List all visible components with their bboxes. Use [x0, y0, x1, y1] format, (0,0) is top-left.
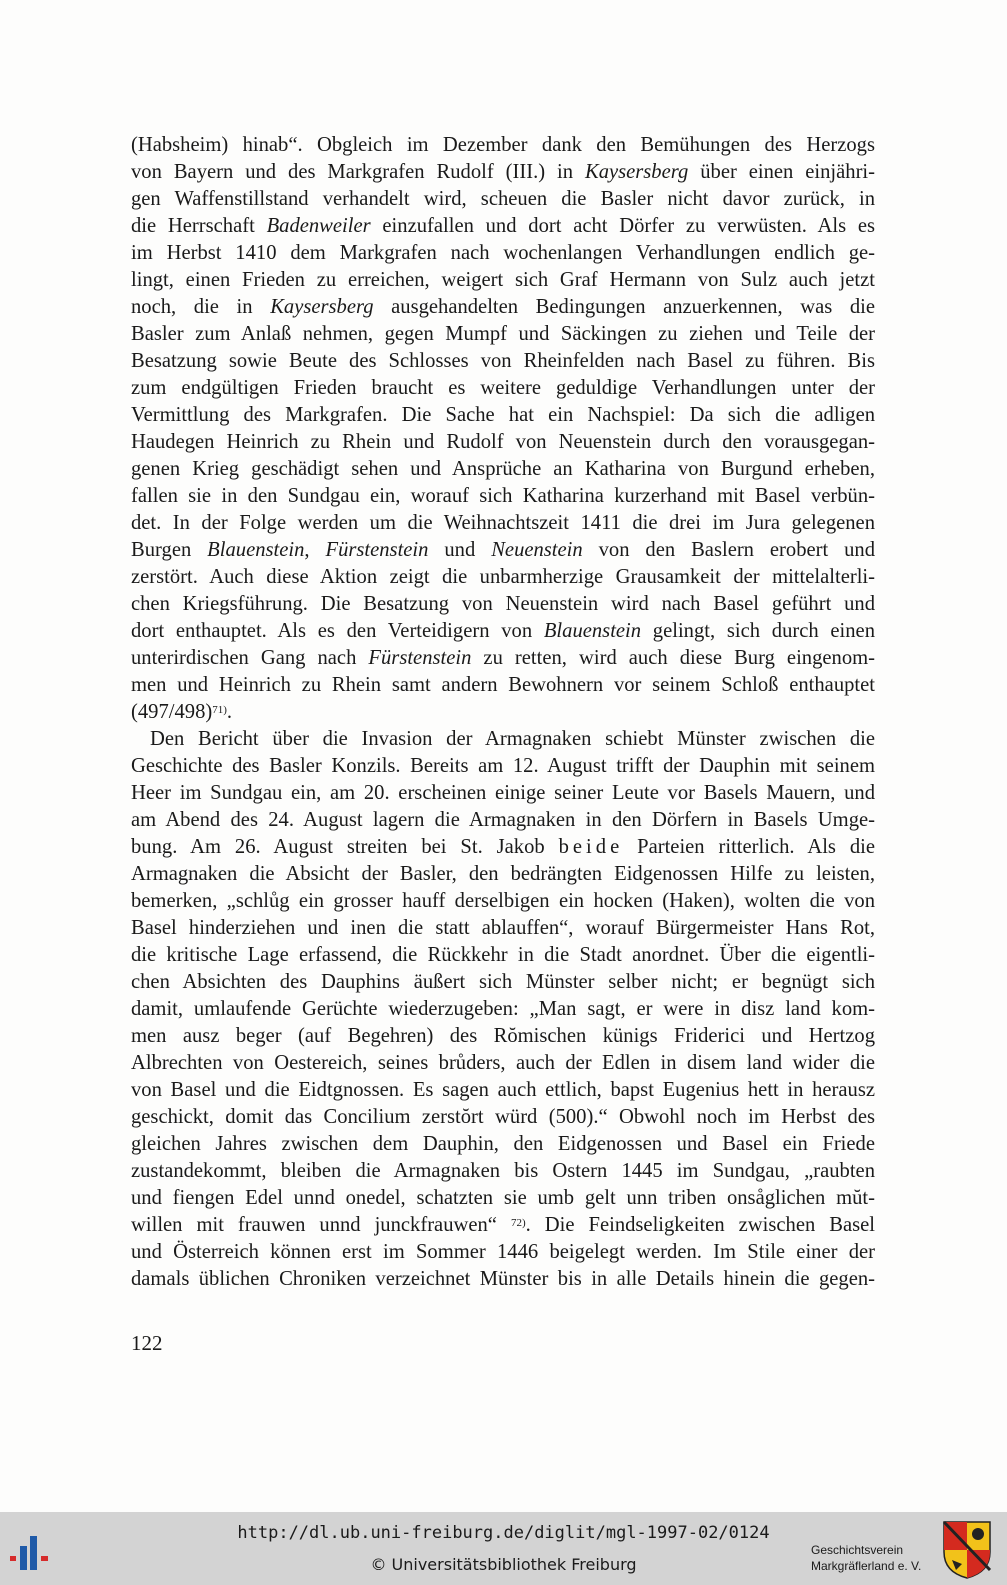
copyright-text: © Universitätsbibliothek Freiburg — [370, 1555, 637, 1574]
text-line: bemerken, „schlůg ein grosser hauff derselbigen ein hocken (Haken), wolten die von — [131, 890, 875, 912]
text-line: Basel hinderziehen und inen die statt ablauffen“, worauf Bürgermeister Hans Rot, — [131, 917, 875, 939]
text-line: und fiengen Edel unnd onedel, schatzten sie umb gelt unn triben onsåglichen mŭt- — [131, 1187, 875, 1209]
text-line: det. In der Folge werden um die Weihnachtszeit 1411 die drei im Jura gelegenen — [131, 512, 875, 534]
text-line: men und Heinrich zu Rhein samt andern Bewohnern vor seinem Schloß enthauptet — [131, 674, 875, 696]
text-line: Burgen Blauenstein, Fürstenstein und Neuenstein von den Baslern erobert und — [131, 539, 876, 561]
text-line: Vermittlung des Markgrafen. Die Sache hat ein Nachspiel: Da sich die adligen — [131, 404, 875, 426]
text-line: im Herbst 1410 dem Markgrafen nach wochenlangen Verhandlungen endlich ge- — [131, 242, 875, 264]
text-line: damit, umlaufende Gerüchte wiederzugeben: „Man sagt, er were in disz land kom- — [131, 998, 875, 1020]
text-line: Haudegen Heinrich zu Rhein und Rudolf von Neuenstein durch den vorausgegan- — [131, 431, 875, 453]
text-line: und Österreich können erst im Sommer 1446 beigelegt werden. Im Stile einer der — [131, 1241, 875, 1263]
text-line: am Abend des 24. August lagern die Armagnaken in den Dörfern in Basels Umge- — [131, 809, 875, 831]
page-number: 122 — [131, 1331, 163, 1355]
text-line: gleichen Jahres zwischen dem Dauphin, den Eidgenossen und Basel ein Friede — [131, 1133, 875, 1155]
text-line: Basler zum Anlaß nehmen, gegen Mumpf und Säckingen zu ziehen und Teile der — [131, 323, 875, 345]
text-line: Heer im Sundgau ein, am 20. erscheinen einige seiner Leute vor Basels Mauern, und — [131, 782, 875, 804]
viewer-footer — [0, 1512, 1007, 1585]
footnote-ref: 71) — [212, 704, 227, 716]
text-line: die kritische Lage erfassend, die Rückkehr in die Stadt anordnet. Über die eigentli- — [131, 944, 875, 966]
text-line: zustandekommt, bleiben die Armagnaken bis Ostern 1445 im Sundgau, „raubten — [131, 1160, 875, 1182]
coat-of-arms-icon — [942, 1520, 992, 1580]
footnote-ref: 72) — [510, 1217, 526, 1229]
text-line: von Basel und die Eidtgnossen. Es sagen auch ettlich, bapst Eugenius hett in herausz — [131, 1079, 875, 1101]
text-line: men ausz beger (auf Begehren) des Rŏmischen künigs Friderici und Hertzog — [131, 1025, 875, 1047]
text-line: unterirdischen Gang nach Fürstenstein zu retten, wird auch diese Burg eingenom- — [131, 647, 875, 669]
text-line: Armagnaken die Absicht der Basler, den bedrängten Eidgenossen Hilfe zu leisten, — [131, 863, 875, 885]
text-line: fallen sie in den Sundgau ein, worauf sich Katharina kurzerhand mit Basel verbün- — [131, 485, 875, 507]
text-line: Den Bericht über die Invasion der Armagnaken schiebt Münster zwischen die — [150, 728, 875, 750]
text-line: die Herrschaft Badenweiler einzufallen und dort acht Dörfer zu verwüsten. Als es — [131, 215, 875, 237]
text-line: lingt, einen Frieden zu erreichen, weigert sich Graf Hermann von Sulz auch jetzt — [131, 269, 875, 291]
text-line: von Bayern und des Markgrafen Rudolf (III.) in Kaysersberg über einen einjähri- — [131, 161, 876, 183]
text-line: zum endgültigen Frieden braucht es weitere geduldige Verhandlungen unter der — [131, 377, 875, 399]
text-line: gen Waffenstillstand verhandelt wird, scheuen die Basler nicht davor zurück, in — [131, 188, 875, 210]
text-line: chen Absichten des Dauphins äußert sich Münster selber nicht; er begnügt sich — [131, 971, 875, 993]
document-url-link[interactable]: http://dl.ub.uni-freiburg.de/diglit/mgl-1997-02/0124 — [237, 1523, 770, 1543]
text-line: dort enthauptet. Als es den Verteidigern von Blauenstein gelingt, sich durch einen — [131, 620, 875, 642]
society-name-line2: Markgräflerland e. V. — [811, 1559, 922, 1573]
text-line: Geschichte des Basler Konzils. Bereits am 12. August trifft der Dauphin mit seinem — [131, 755, 875, 777]
text-line: chen Kriegsführung. Die Besatzung von Neuenstein wird nach Basel geführt und — [131, 593, 875, 615]
text-line: willen mit frauwen unnd junckfrauwen“ $^{72)}$. Die Feindseligkeiten zwischen Basel — [131, 1214, 876, 1236]
text-line: damals üblichen Chroniken verzeichnet Münster bis in alle Details hinein die gegen- — [131, 1268, 875, 1290]
text-line: genen Krieg geschädigt sehen und Ansprüche an Katharina von Burgund erheben, — [131, 458, 875, 480]
text-line: zerstört. Auch diese Aktion zeigt die unbarmherzige Grausamkeit der mittelalterli- — [131, 566, 875, 588]
society-name-line1: Geschichtsverein — [811, 1543, 904, 1557]
text-line: geschickt, domit das Concilium zerstŏrt würd (500).“ Obwohl noch im Herbst des — [131, 1106, 875, 1128]
text-line: $(497/498)^{71)}$. — [131, 701, 233, 723]
text-line: (Habsheim) hinab“. Obgleich im Dezember dank den Bemühungen des Herzogs — [131, 134, 875, 156]
text-line: Besatzung sowie Beute des Schlosses von Rheinfelden nach Basel zu führen. Bis — [131, 350, 875, 372]
text-line: Albrechten von Oestereich, seines brůders, auch der Edlen in disem land wider die — [131, 1052, 875, 1074]
text-line: noch, die in Kaysersberg ausgehandelten Bedingungen anzuerkennen, was die — [131, 296, 875, 318]
text-line: bung. Am 26. August streiten bei St. Jakob beide Parteien ritterlich. Als die — [131, 836, 876, 858]
